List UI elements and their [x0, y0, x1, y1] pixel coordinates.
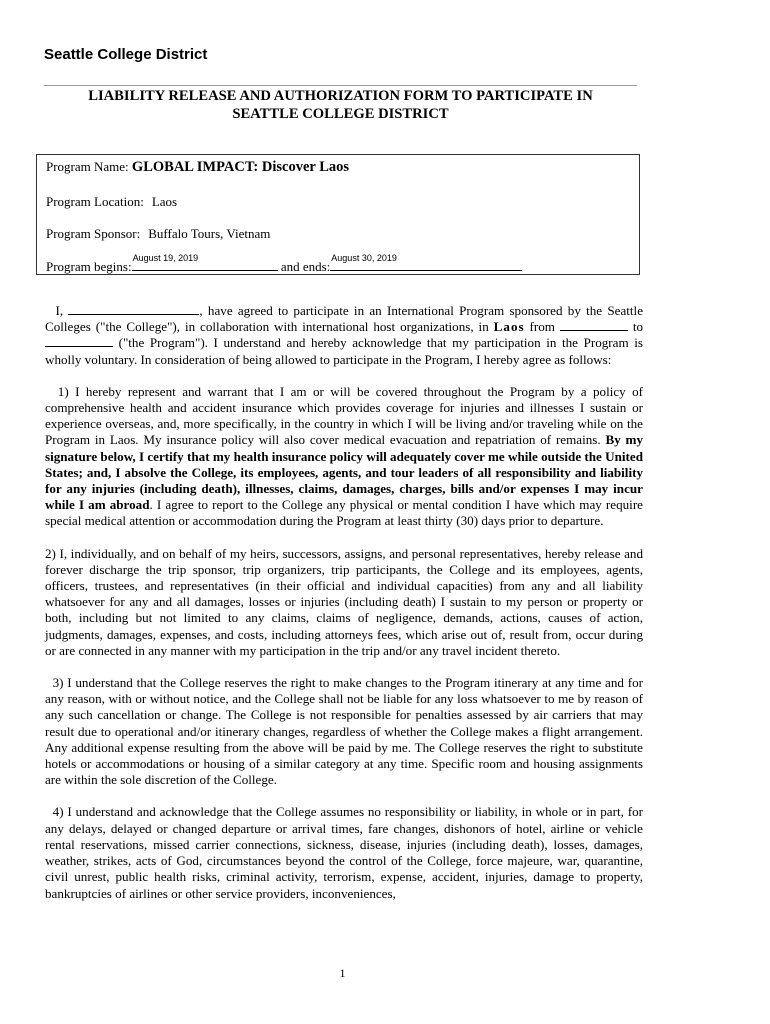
paragraph-1-bold-certification: By my signature below, I certify that my health insurance policy will adequately cover me while outside the United States; and, I absolve the College, its employees, agents, and tour leaders of all responsibility and liability for any injuries (including death), illnesses, claims, damages, charges, bills and/or expenses I may incur while I am abroad [45, 432, 643, 513]
program-sponsor-row [46, 226, 270, 242]
page-number: 1 [339, 966, 346, 980]
intro-paragraph [45, 303, 643, 368]
program-name-label: Program Name: [46, 159, 129, 174]
program-sponsor-value: Buffalo Tours, Vietnam [148, 226, 271, 241]
participant-name-blank[interactable] [68, 303, 199, 315]
program-ends-value: August 30, 2019 [331, 253, 397, 263]
program-location-row [46, 194, 177, 210]
program-info-box [36, 154, 640, 275]
paragraph-1-text-end: . I agree to report to the College any physical or mental condition I have which may require special medical attention or accommodation during the Program at least thirty (30) days prior to departure. [45, 497, 643, 529]
intro-text-2: ("the Program"). I understand and hereby acknowledge that my participation in the Program is wholly voluntary. In consideration of being allowed to participate in the Program, I hereby agree as follows: [45, 335, 643, 367]
paragraph-4 [45, 804, 643, 901]
paragraph-4-text: 4) I understand and acknowledge that the College assumes no responsibility or liability, in whole or in part, for any delays, delayed or changed departure or arrival times, fare changes, dishonors of hotel, airline or vehicle rental reservations, missed carrier connections, sickness, disease, injuries (including death), losses, damages, weather, strikes, acts of God, circumstances beyond the control of the College, force majeure, war, quarantine, civil unrest, public health risks, criminal activity, terrorism, expense, accident, injuries, damage to property, bankruptcies of airlines or other service providers, inconveniences, [45, 804, 643, 901]
form-title-line-2: SEATTLE COLLEGE DISTRICT [232, 105, 449, 122]
program-ends-field[interactable] [330, 253, 522, 271]
program-location-label: Program Location: [46, 194, 144, 209]
paragraph-1 [45, 384, 643, 530]
program-begins-field[interactable] [132, 253, 278, 271]
to-date-blank[interactable] [45, 335, 113, 347]
form-title [44, 88, 637, 123]
intro-country: Laos [493, 319, 525, 335]
program-dates-row [46, 253, 522, 275]
paragraph-2: 2) I, individually, and on behalf of my heirs, successors, assigns, and personal representatives, hereby release and forever discharge the trip sponsor, trip organizers, trip participants, the College and its employees, agents, officers, trustees, and representatives (in their official and individual capacities) from any and all liability whatsoever for any and all damages, losses or injuries (including death) I sustain to my person or property or both, including but not limited to any claims, claims of negligence, demands, actions, causes of action, judgments, damages, expenses, and costs, including attorneys fees, which arise out of, result from, occur during or are connected in any manner with my participation in the trip and/or any travel incident thereto. [45, 545, 643, 658]
organization-name: Seattle College District [44, 46, 208, 63]
intro-from: from [529, 319, 555, 335]
header-divider [44, 85, 637, 86]
program-name-value: GLOBAL IMPACT: Discover Laos [131, 159, 350, 175]
program-sponsor-label: Program Sponsor: [46, 226, 141, 241]
intro-to: to [632, 319, 644, 335]
program-begins-value: August 19, 2019 [132, 253, 199, 263]
paragraph-3 [45, 675, 643, 788]
program-name-row [46, 159, 349, 176]
intro-pronoun: I, [55, 303, 64, 318]
form-title-line-1: LIABILITY RELEASE AND AUTHORIZATION FORM TO PARTICIPATE IN [88, 88, 593, 104]
paragraph-1-text: 1) I hereby represent and warrant that I am or will be covered throughout the Program by a policy of comprehensive health and accident insurance which provides coverage for injuries and illnesses I sustain or experience overseas, and, more specifically, in the country in which I will be living and/or traveling while on the Program in Laos. My insurance policy will also cover medical evacuation and repatriation of remains. [45, 383, 644, 448]
intro-text-1: , have agreed to participate in an International Program sponsored by the Seattle Colleges ("the College"), in collaboration with international host organizations, in [45, 303, 643, 335]
program-location-value: Laos [151, 194, 178, 209]
from-date-blank[interactable] [560, 319, 628, 331]
paragraph-3-text: 3) I understand that the College reserves the right to make changes to the Program itinerary at any time and for any reason, with or without notice, and the College shall not be liable for any loss whatsoever to me by reason of any such cancellation or change. The College is not responsible for penalties assessed by air carriers that may result due to operational and/or itinerary changes, regardless of whether the College makes a flight arrangement. Any additional expense resulting from the above will be paid by me. The College reserves the right to substitute hotels or accommodations or housing of a similar category at any time. Specific room and housing assignments are within the sole discretion of the College. [45, 675, 643, 788]
program-ends-label: and ends: [280, 259, 331, 274]
program-begins-label: Program begins: [46, 259, 132, 274]
form-body [45, 303, 643, 918]
